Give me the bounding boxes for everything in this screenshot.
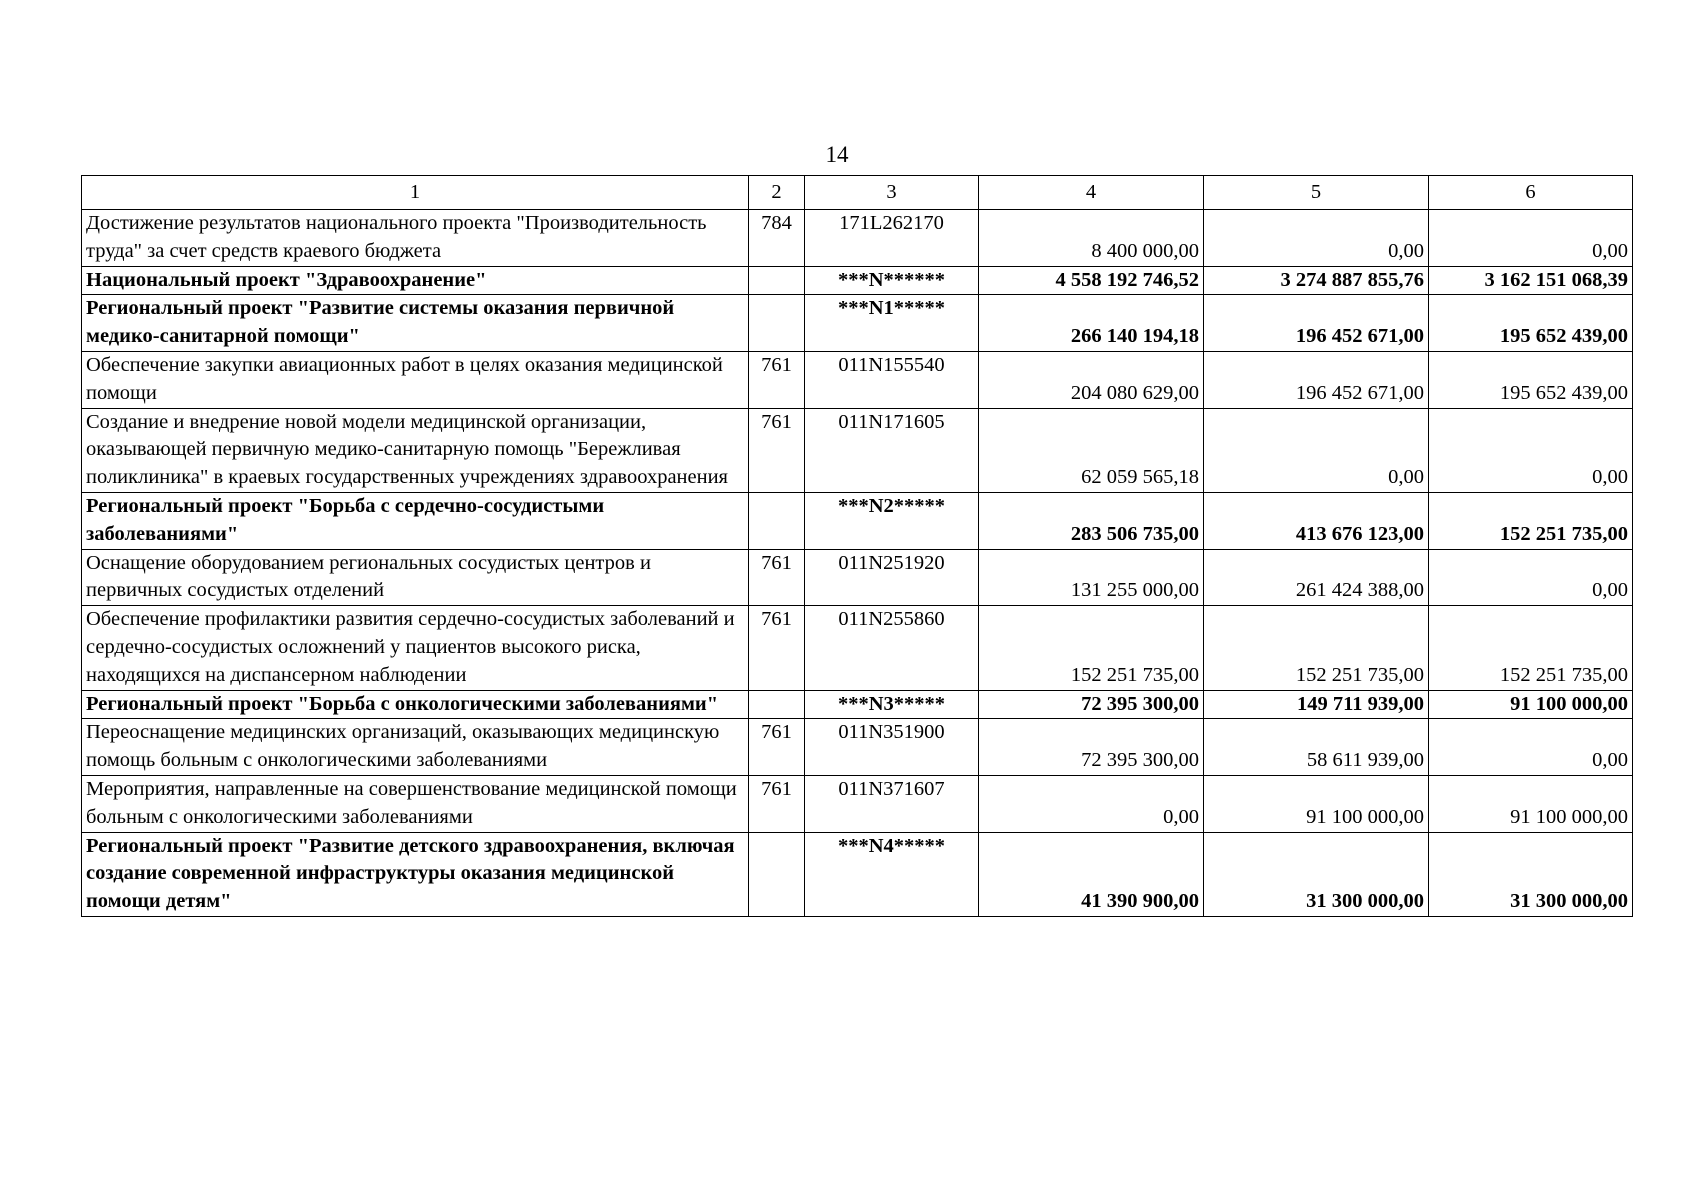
row-value-col4-cell: 204 080 629,00 bbox=[979, 351, 1204, 408]
row-csr-cell: ***N****** bbox=[805, 266, 979, 295]
row-value-col5-cell: 58 611 939,00 bbox=[1204, 719, 1429, 776]
row-value-col5-cell: 91 100 000,00 bbox=[1204, 775, 1429, 832]
header-cell-6: 6 bbox=[1429, 176, 1633, 210]
row-value-col5-cell: 152 251 735,00 bbox=[1204, 606, 1429, 690]
table-row bbox=[82, 719, 1633, 776]
row-value-col5-cell: 196 452 671,00 bbox=[1204, 351, 1429, 408]
row-name-cell: Переоснащение медицинских организаций, оказывающих медицинскую помощь больным с онкологическими заболеваниями bbox=[82, 719, 749, 776]
row-name-cell: Оснащение оборудованием региональных сосудистых центров и первичных сосудистых отделений bbox=[82, 549, 749, 606]
row-value-col6-cell: 0,00 bbox=[1429, 210, 1633, 267]
row-value-col5-cell: 3 274 887 855,76 bbox=[1204, 266, 1429, 295]
row-value-col6-cell: 3 162 151 068,39 bbox=[1429, 266, 1633, 295]
row-value-col6-cell: 0,00 bbox=[1429, 408, 1633, 492]
row-name-cell: Мероприятия, направленные на совершенствование медицинской помощи больным с онкологическими заболеваниями bbox=[82, 775, 749, 832]
row-name-cell: Обеспечение профилактики развития сердечно-сосудистых заболеваний и сердечно-сосудистых осложнений у пациентов высокого риска, находящихся на диспансерном наблюдении bbox=[82, 606, 749, 690]
row-value-col6-cell: 0,00 bbox=[1429, 549, 1633, 606]
table-body bbox=[82, 176, 1633, 917]
row-value-col4-cell: 4 558 192 746,52 bbox=[979, 266, 1204, 295]
row-csr-cell: 011N155540 bbox=[805, 351, 979, 408]
row-value-col6-cell: 31 300 000,00 bbox=[1429, 832, 1633, 916]
table-row bbox=[82, 351, 1633, 408]
row-grbs-cell bbox=[749, 690, 805, 719]
header-row bbox=[82, 176, 1633, 210]
header-cell-1: 1 bbox=[82, 176, 749, 210]
row-value-col4-cell: 283 506 735,00 bbox=[979, 492, 1204, 549]
row-name-cell: Создание и внедрение новой модели медицинской организации, оказывающей первичную медико-санитарную помощь "Бережливая поликлиника" в краевых государственных учреждениях здравоохранения bbox=[82, 408, 749, 492]
row-grbs-cell: 761 bbox=[749, 408, 805, 492]
row-value-col4-cell: 72 395 300,00 bbox=[979, 719, 1204, 776]
table-row bbox=[82, 408, 1633, 492]
row-value-col4-cell: 41 390 900,00 bbox=[979, 832, 1204, 916]
header-cell-2: 2 bbox=[749, 176, 805, 210]
row-name-cell: Национальный проект "Здравоохранение" bbox=[82, 266, 749, 295]
row-value-col4-cell: 8 400 000,00 bbox=[979, 210, 1204, 267]
row-grbs-cell: 761 bbox=[749, 606, 805, 690]
row-value-col6-cell: 0,00 bbox=[1429, 719, 1633, 776]
table-row-section bbox=[82, 266, 1633, 295]
row-grbs-cell: 761 bbox=[749, 351, 805, 408]
table-row-section bbox=[82, 690, 1633, 719]
row-value-col5-cell: 0,00 bbox=[1204, 408, 1429, 492]
row-csr-cell: 011N371607 bbox=[805, 775, 979, 832]
row-csr-cell: ***N3***** bbox=[805, 690, 979, 719]
budget-table bbox=[81, 175, 1633, 917]
row-value-col4-cell: 131 255 000,00 bbox=[979, 549, 1204, 606]
table-row bbox=[82, 606, 1633, 690]
row-value-col5-cell: 196 452 671,00 bbox=[1204, 295, 1429, 352]
row-value-col6-cell: 91 100 000,00 bbox=[1429, 690, 1633, 719]
row-csr-cell: 011N351900 bbox=[805, 719, 979, 776]
row-value-col6-cell: 91 100 000,00 bbox=[1429, 775, 1633, 832]
row-name-cell: Обеспечение закупки авиационных работ в целях оказания медицинской помощи bbox=[82, 351, 749, 408]
header-cell-4: 4 bbox=[979, 176, 1204, 210]
row-grbs-cell: 761 bbox=[749, 549, 805, 606]
row-grbs-cell bbox=[749, 266, 805, 295]
row-value-col5-cell: 0,00 bbox=[1204, 210, 1429, 267]
page-number: 14 bbox=[825, 142, 849, 167]
table-row bbox=[82, 549, 1633, 606]
row-name-cell: Региональный проект "Развитие системы оказания первичной медико-санитарной помощи" bbox=[82, 295, 749, 352]
table-row-section bbox=[82, 492, 1633, 549]
row-value-col5-cell: 31 300 000,00 bbox=[1204, 832, 1429, 916]
table-row-section bbox=[82, 832, 1633, 916]
row-csr-cell: 011N251920 bbox=[805, 549, 979, 606]
row-value-col5-cell: 261 424 388,00 bbox=[1204, 549, 1429, 606]
table-row bbox=[82, 210, 1633, 267]
row-csr-cell: ***N1***** bbox=[805, 295, 979, 352]
row-csr-cell: 011N255860 bbox=[805, 606, 979, 690]
table-row-section bbox=[82, 295, 1633, 352]
row-value-col6-cell: 195 652 439,00 bbox=[1429, 295, 1633, 352]
row-value-col6-cell: 152 251 735,00 bbox=[1429, 492, 1633, 549]
row-grbs-cell bbox=[749, 832, 805, 916]
row-value-col4-cell: 62 059 565,18 bbox=[979, 408, 1204, 492]
row-value-col4-cell: 0,00 bbox=[979, 775, 1204, 832]
row-csr-cell: ***N4***** bbox=[805, 832, 979, 916]
row-value-col4-cell: 152 251 735,00 bbox=[979, 606, 1204, 690]
row-value-col4-cell: 72 395 300,00 bbox=[979, 690, 1204, 719]
row-csr-cell: ***N2***** bbox=[805, 492, 979, 549]
row-csr-cell: 171L262170 bbox=[805, 210, 979, 267]
table-row bbox=[82, 775, 1633, 832]
header-cell-3: 3 bbox=[805, 176, 979, 210]
row-grbs-cell: 761 bbox=[749, 719, 805, 776]
row-value-col5-cell: 413 676 123,00 bbox=[1204, 492, 1429, 549]
row-value-col4-cell: 266 140 194,18 bbox=[979, 295, 1204, 352]
row-value-col6-cell: 152 251 735,00 bbox=[1429, 606, 1633, 690]
row-grbs-cell: 761 bbox=[749, 775, 805, 832]
row-name-cell: Региональный проект "Развитие детского здравоохранения, включая создание современной инфраструктуры оказания медицинской помощи детям" bbox=[82, 832, 749, 916]
row-value-col6-cell: 195 652 439,00 bbox=[1429, 351, 1633, 408]
row-name-cell: Региональный проект "Борьба с онкологическими заболеваниями" bbox=[82, 690, 749, 719]
row-grbs-cell bbox=[749, 492, 805, 549]
header-cell-5: 5 bbox=[1204, 176, 1429, 210]
row-value-col5-cell: 149 711 939,00 bbox=[1204, 690, 1429, 719]
row-grbs-cell: 784 bbox=[749, 210, 805, 267]
row-name-cell: Региональный проект "Борьба с сердечно-сосудистыми заболеваниями" bbox=[82, 492, 749, 549]
row-csr-cell: 011N171605 bbox=[805, 408, 979, 492]
row-name-cell: Достижение результатов национального проекта "Производительность труда" за счет средств краевого бюджета bbox=[82, 210, 749, 267]
row-grbs-cell bbox=[749, 295, 805, 352]
